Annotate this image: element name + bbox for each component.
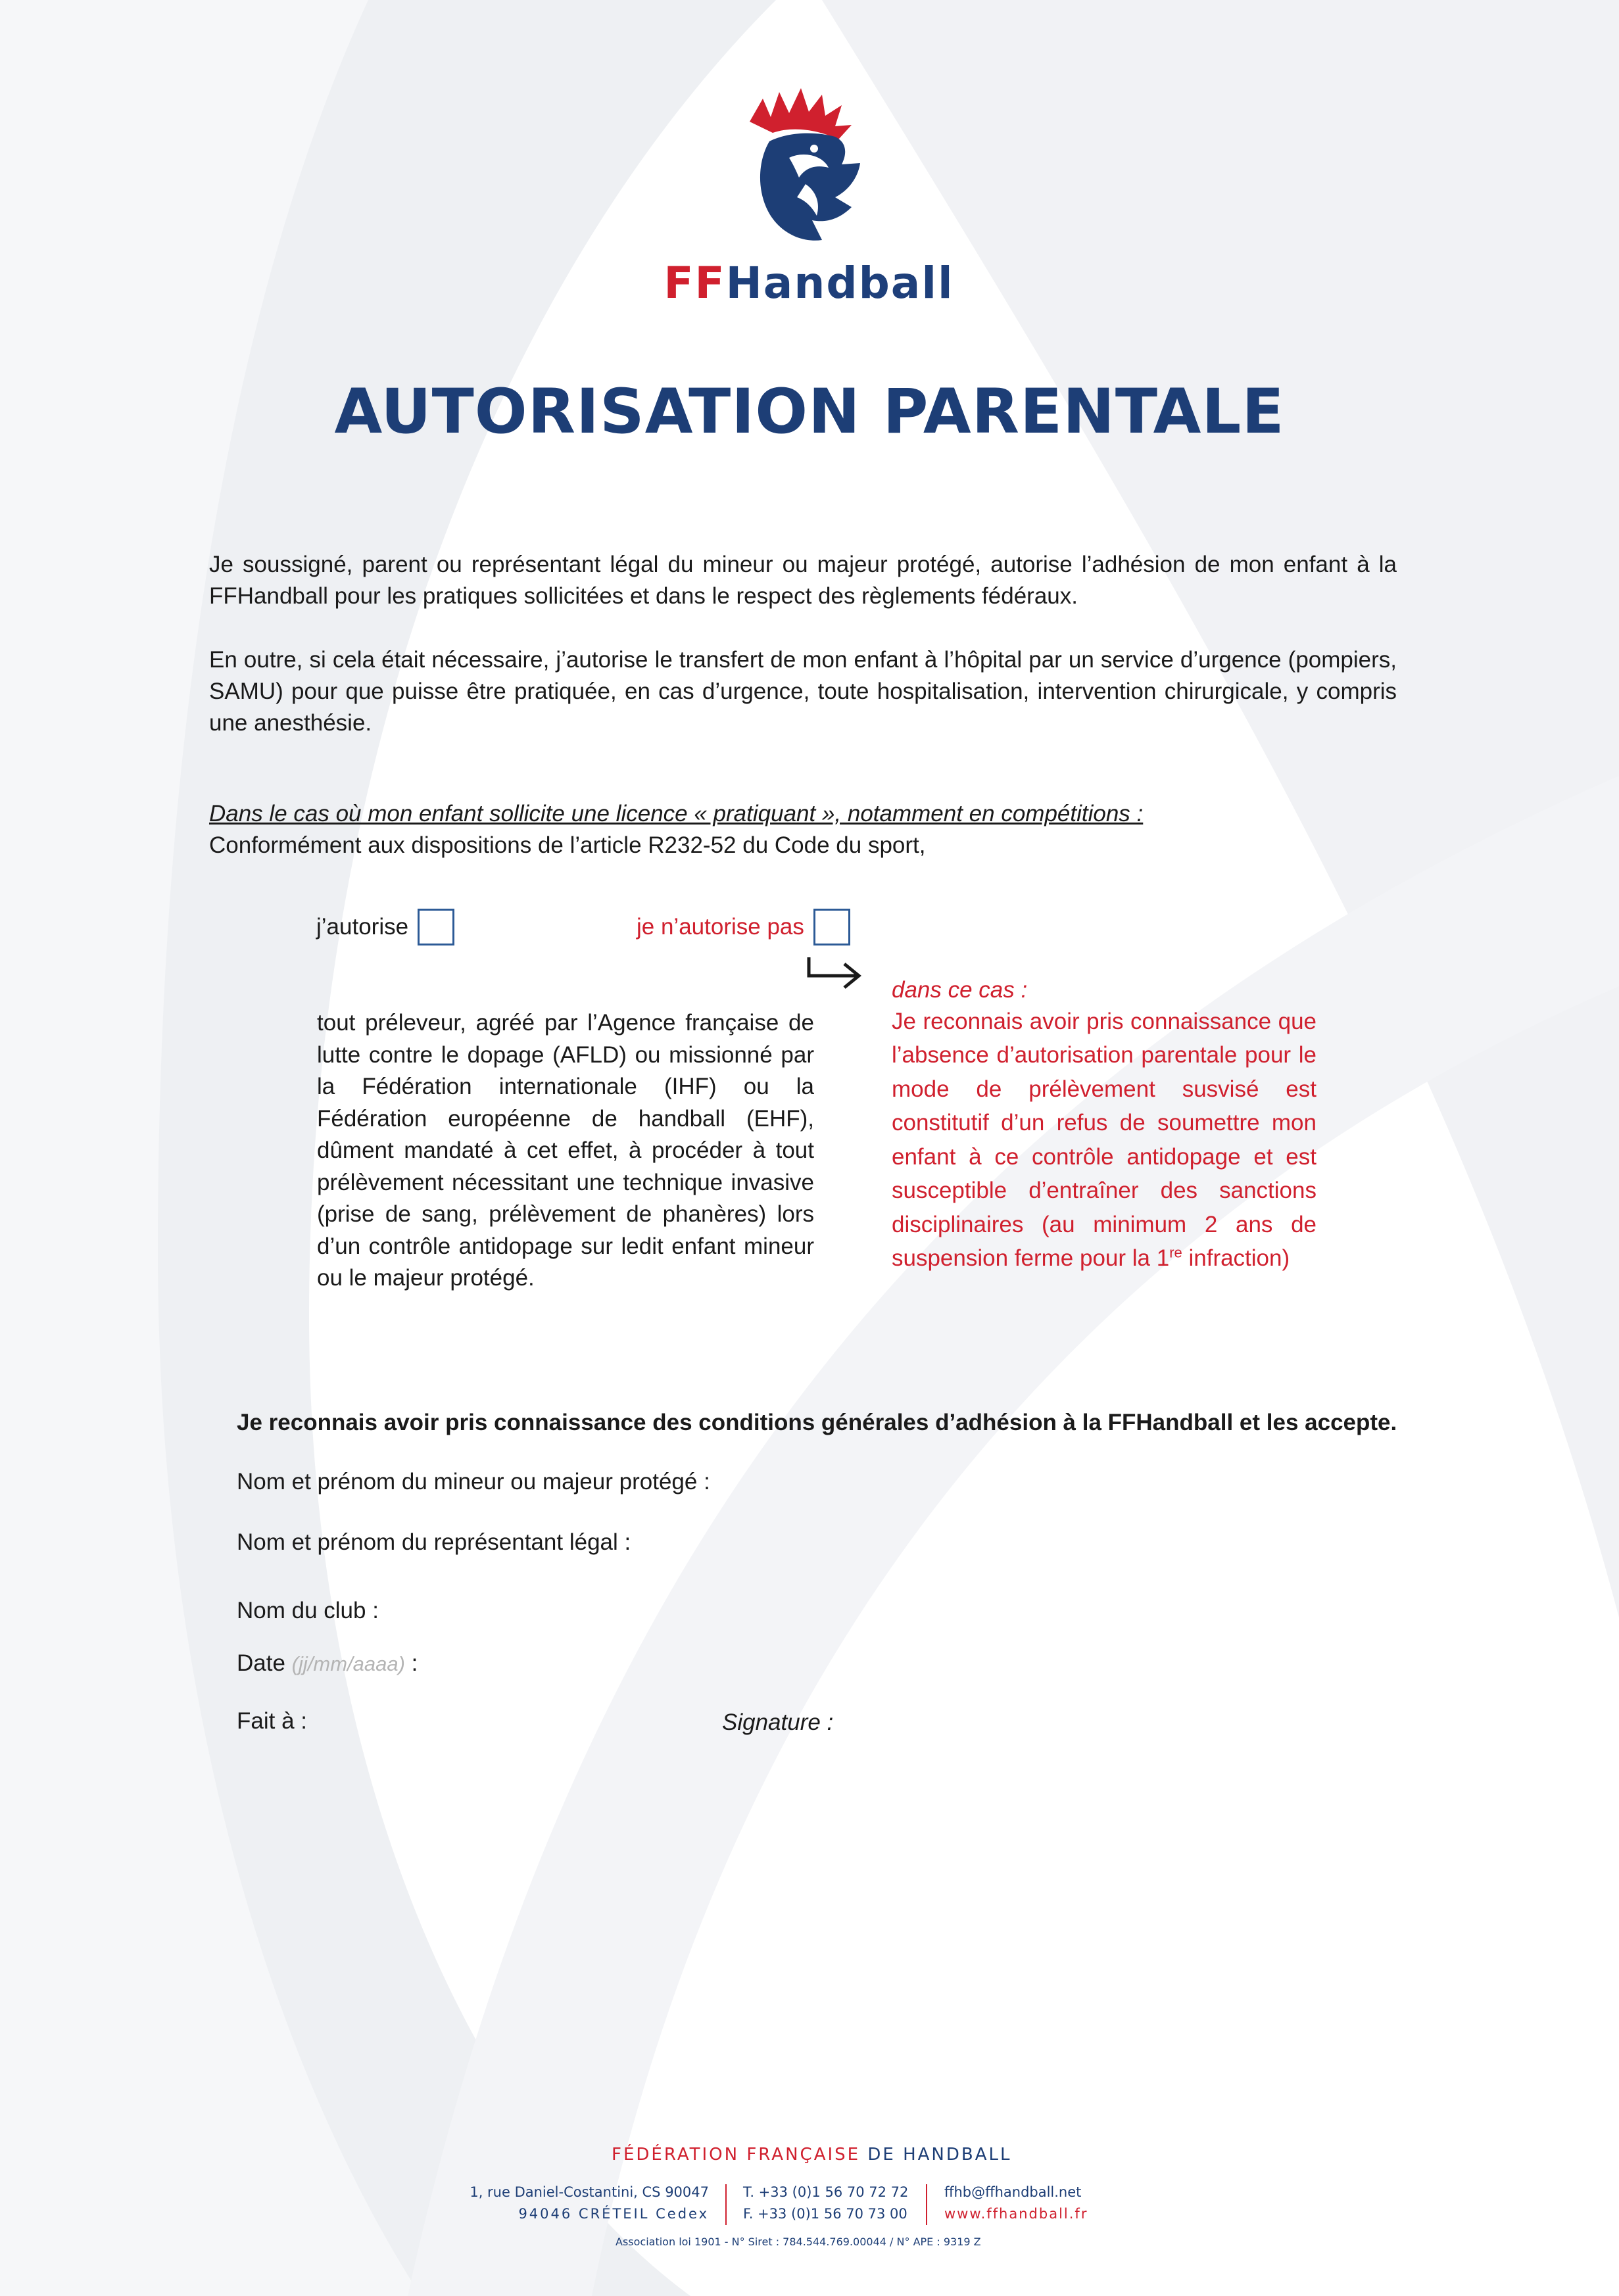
place-field[interactable]: Fait à : (237, 1708, 307, 1734)
authorize-checkbox[interactable] (418, 909, 454, 945)
refusal-body: Je reconnais avoir pris connaissance que l’absence d’autorisation parentale pour le mode de prélèvement susvisé est constitutif d’un refus de soumettre mon enfant à ce contrôle antidopage et est susceptible d’entraîner des sanctions disciplinaires (au minimum 2 ans de suspension ferme pour la 1 (892, 1008, 1317, 1271)
authorize-label: j’autorise (316, 914, 409, 940)
refusal-heading: dans ce cas : (892, 977, 1028, 1003)
address-line-1: 1, rue Daniel-Costantini, CS 90047 (470, 2184, 709, 2200)
ffhandball-wordmark (631, 258, 986, 308)
page-title: AUTORISATION PARENTALE (334, 376, 1285, 448)
legal-rep-field[interactable]: Nom et prénom du représentant légal : (237, 1529, 631, 1555)
footer-divider (926, 2184, 927, 2225)
date-colon: : (404, 1650, 418, 1676)
authorization-text: tout préleveur, agréé par l’Agence française de lutte contre le dopage (AFLD) ou missionné par la Fédération internationale (IHF) ou la Fédération européenne de handball (EHF), dûment mandaté à cet effet, à procéder à tout prélèvement nécessitant une technique invasive (prise de sang, prélèvement de phanères) lors d’un contrôle antidopage sur ledit enfant mineur ou le majeur protégé. (317, 1010, 814, 1291)
acceptance-statement: Je reconnais avoir pris connaissance des conditions générales d’adhésion à la FFHandball et les accepte. (237, 1410, 1397, 1435)
option-deny (637, 909, 850, 945)
footer-organization (612, 2145, 1011, 2164)
option-authorize (316, 909, 454, 945)
address-line-2: 94046 CRÉTEIL Cedex (518, 2206, 709, 2222)
footer-org-red: FÉDÉRATION FRANÇAISE (612, 2145, 861, 2164)
date-label: Date (237, 1650, 285, 1676)
minor-name-field[interactable]: Nom et prénom du mineur ou majeur protégé : (237, 1469, 710, 1495)
fax-number: F. +33 (0)1 56 70 73 00 (743, 2206, 907, 2222)
paragraph-consent: Je soussigné, parent ou représentant légal du mineur ou majeur protégé, autorise l’adhésion de mon enfant à la FFHandball pour les pratiques sollicitées et dans le respect des règlements fédéraux. (209, 552, 1397, 609)
refusal-warning (892, 973, 1317, 1276)
refusal-tail: infraction) (1182, 1245, 1290, 1271)
paragraph-emergency: En outre, si cela était nécessaire, j’autorise le transfert de mon enfant à l’hôpital par un service d’urgence (pompiers, SAMU) pour que puisse être pratiquée, en cas d’urgence, toute hospitalisation, intervention chirurgicale, y compris une anesthésie. (209, 647, 1397, 736)
refusal-sup: re (1169, 1244, 1182, 1261)
footer-address (460, 2182, 709, 2225)
date-hint: (jj/mm/aaaa) (291, 1652, 405, 1675)
phone-number: T. +33 (0)1 56 70 72 72 (743, 2184, 909, 2200)
footer-divider (725, 2184, 727, 2225)
club-name-field[interactable]: Nom du club : (237, 1598, 379, 1623)
date-field[interactable] (237, 1650, 418, 1677)
article-reference: Conformément aux dispositions de l’article R232-52 du Code du sport, (209, 832, 926, 858)
deny-checkbox[interactable] (813, 909, 850, 945)
deny-label: je n’autorise pas (637, 914, 804, 940)
wordmark-ff: FF (664, 258, 726, 308)
rooster-logo-icon (743, 85, 875, 250)
licence-note: Dans le cas où mon enfant sollicite une licence « pratiquant », notamment en compétitions : (209, 801, 1144, 826)
wordmark-handball: Handball (725, 258, 954, 308)
website-link[interactable]: www.ffhandball.fr (944, 2206, 1088, 2222)
footer-phones (743, 2182, 908, 2225)
footer-contact (944, 2182, 1088, 2225)
email-link[interactable]: ffhb@ffhandball.net (944, 2184, 1082, 2200)
arrow-right-icon (806, 955, 865, 994)
footer-org-blue: DE HANDBALL (867, 2145, 1012, 2164)
footer-legal: Association loi 1901 - N° Siret : 784.544.769.00044 / N° APE : 9319 Z (616, 2236, 981, 2248)
signature-field[interactable]: Signature : (722, 1710, 834, 1735)
